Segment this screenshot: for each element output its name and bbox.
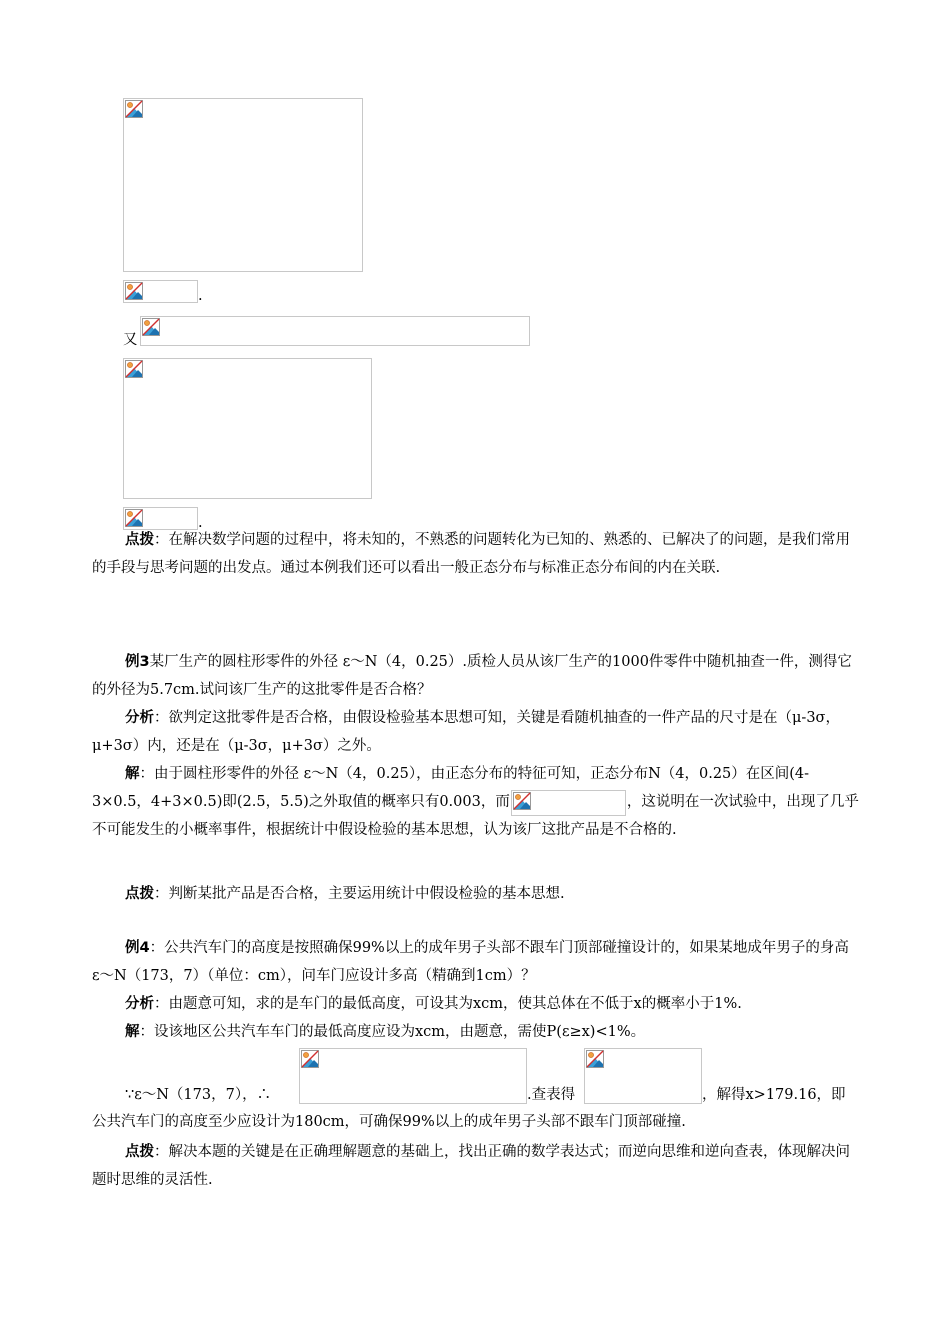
analysis-label: 分析 <box>125 996 154 1012</box>
conclusion-line <box>92 1112 686 1132</box>
figure-image <box>123 358 372 499</box>
derivation-line <box>702 1085 846 1105</box>
derivation-line <box>125 1085 271 1105</box>
broken-image-icon <box>513 792 531 810</box>
formula-image <box>140 316 530 346</box>
formula-image <box>299 1048 527 1104</box>
broken-image-icon <box>142 318 160 336</box>
example-text: 某厂生产的圆柱形零件的外径 ε～N（4，0.25）.质检人员从该厂生产的1000件零件中随机抽查一件，测得它的外径为5.7cm.试问该厂生产的这批零件是否合格？ <box>92 654 852 698</box>
example-label: 例3 <box>125 654 150 670</box>
tip-paragraph <box>92 526 860 582</box>
analysis-text: ：欲判定这批零件是否合格，由假设检验基本思想可知，关键是看随机抽查的一件产品的尺寸是在（μ-3σ，μ+3σ）内，还是在（μ-3σ，μ+3σ）之外。 <box>92 710 840 754</box>
period: . <box>198 515 203 531</box>
figure-image <box>123 98 363 272</box>
derivation-text: ，解得x>179.16，即 <box>702 1087 846 1103</box>
derivation-line <box>527 1085 575 1105</box>
derivation-text: ∵ε～N（173，7），∴ <box>125 1087 272 1103</box>
example-label: 例4 <box>125 940 150 956</box>
tip-label: 点拨 <box>125 1144 154 1160</box>
tip-paragraph <box>92 1138 860 1194</box>
analysis-paragraph <box>92 990 860 1018</box>
formula-image <box>511 790 626 816</box>
solution-paragraph <box>92 760 860 844</box>
solution-label: 解 <box>125 766 140 782</box>
tip-text: ：判断某批产品是否合格，主要运用统计中假设检验的基本思想. <box>154 886 565 902</box>
conclusion-text: 公共汽车门的高度至少应设计为180cm，可确保99%以上的成年男子头部不跟车门顶部碰撞. <box>92 1114 686 1130</box>
example-3-question <box>92 648 860 704</box>
period: . <box>198 288 203 304</box>
tip-text: ：解决本题的关键是在正确理解题意的基础上，找出正确的数学表达式；而逆向思维和逆向查表，体现解决问题时思维的灵活性. <box>92 1144 850 1188</box>
broken-image-icon <box>125 100 143 118</box>
solution-text-continued: ，这说明在一次试验中，出现了几乎不可能发生的小概率事件，根据统计中假设检验的基本思想，认为该厂这批产品是不合格的. <box>92 794 859 838</box>
broken-image-icon <box>125 360 143 378</box>
broken-image-icon <box>586 1050 604 1068</box>
you-label: 又 <box>123 332 138 348</box>
example-text: ：公共汽车门的高度是按照确保99%以上的成年男子头部不跟车门顶部碰撞设计的，如果某地成年男子的身高 ε～N（173，7）（单位：cm），问车门应设计多高（精确到1cm）？ <box>92 940 849 984</box>
broken-image-icon <box>125 282 143 300</box>
analysis-label: 分析 <box>125 710 154 726</box>
tip-text: ：在解决数学问题的过程中，将未知的，不熟悉的问题转化为已知的、熟悉的、已解决了的问题，是我们常用的手段与思考问题的出发点。通过本例我们还可以看出一般正态分布与标准正态分布间的内在关联. <box>92 532 850 576</box>
analysis-paragraph <box>92 704 860 760</box>
broken-image-icon <box>301 1050 319 1068</box>
solution-text: ：由于圆柱形零件的外径 ε～N（4，0.25），由正态分布的特征可知，正态分布N（4，0.25）在区间(4-3×0.5，4+3×0.5)即(2.5，5.5)之外取值的概率只有0.003，而 <box>92 766 810 810</box>
analysis-text: ：由题意可知，求的是车门的最低高度，可设其为xcm，使其总体在不低于x的概率小于1%. <box>154 996 742 1012</box>
tip-label: 点拨 <box>125 886 154 902</box>
tip-label: 点拨 <box>125 532 154 548</box>
tip-paragraph <box>92 880 860 908</box>
formula-image <box>584 1048 702 1104</box>
example-4-question <box>92 934 860 990</box>
formula-image <box>123 280 198 303</box>
solution-label: 解 <box>125 1024 140 1040</box>
solution-text: ：设该地区公共汽车车门的最低高度应设为xcm，由题意，需使P(ε≥x)<1%。 <box>139 1024 646 1040</box>
derivation-text: .查表得 <box>527 1087 576 1103</box>
solution-paragraph <box>92 1018 860 1046</box>
broken-image-icon <box>125 509 143 527</box>
